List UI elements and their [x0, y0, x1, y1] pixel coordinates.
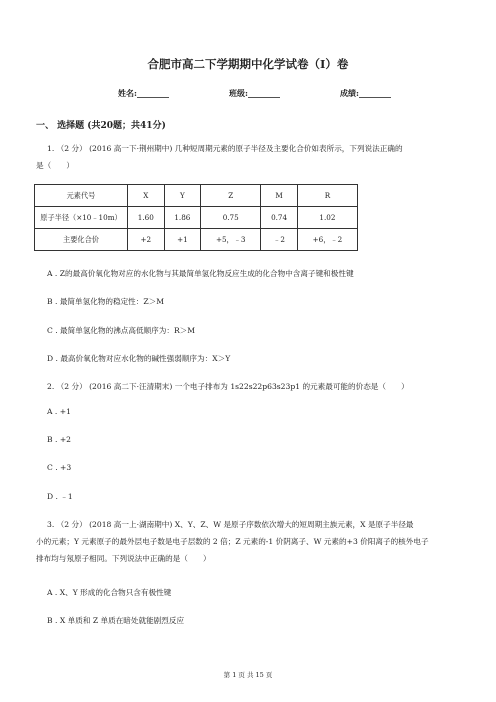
table-cell: 0.74	[261, 207, 298, 229]
question-3-option-a: A . X、Y 形成的化合物只含有极性键	[47, 588, 172, 597]
table-row	[35, 207, 358, 229]
table-cell: R	[297, 185, 357, 207]
table-cell: 元素代号	[35, 185, 128, 207]
table-cell: X	[128, 185, 165, 207]
question-1-option-d: D . 最高价氧化物对应水化物的碱性强弱顺序为：X＞Y	[47, 354, 231, 363]
table-cell: 主要化合价	[35, 229, 128, 251]
question-2-option-d: D . ﹣1	[47, 492, 73, 501]
page-title: 合肥市高二下学期期中化学试卷（I）卷	[147, 57, 349, 71]
question-1-text: 1. （2 分） (2016 高一下·荆州期中) 几种短周期元素的原子半径及主要化合价如表所示，下列说法正确的	[47, 144, 403, 153]
question-2-option-c: C . +3	[47, 463, 72, 472]
table-cell: 0.75	[201, 207, 261, 229]
score-field: 成绩:________	[340, 88, 391, 98]
question-3-text-cont: 小的元素；Y 元素原子的最外层电子数是电子层数的 2 倍；Z 元素的-1 价阴离子、W 元素的+3 价阳离子的核外电子	[36, 537, 429, 546]
table-row	[35, 185, 358, 207]
table-cell: 1.86	[164, 207, 201, 229]
question-1-text-cont: 是（ ）	[36, 161, 74, 170]
table-cell: +6，﹣2	[297, 229, 357, 251]
table-row	[35, 229, 358, 251]
question-3-option-b: B . X 单质和 Z 单质在暗处就能剧烈反应	[47, 616, 185, 625]
question-3-text-cont: 排布均与氖原子相同。下列说法中正确的是（ ）	[36, 554, 211, 563]
question-1-option-a: A . Z的最高价氧化物对应的水化物与其最简单氢化物反应生成的化合物中含离子键和极性键	[47, 269, 354, 278]
section-heading: 一、 选择题 (共20题；共41分)	[36, 121, 166, 131]
table-cell: ﹣2	[261, 229, 298, 251]
page-footer: 第 1 页 共 15 页	[223, 671, 273, 679]
table-cell: 1.02	[297, 207, 357, 229]
element-table	[34, 184, 358, 251]
question-2-text: 2. （2 分） (2016 高二下·汪清期末) 一个电子排布为 1s22s22p63s23p1 的元素最可能的价态是（ ）	[47, 382, 409, 391]
table-cell: M	[261, 185, 298, 207]
question-1-option-c: C . 最简单氢化物的沸点高低顺序为：R＞M	[47, 326, 196, 335]
question-1-option-b: B . 最简单氢化物的稳定性：Z＞M	[47, 297, 164, 306]
table-cell: +5，﹣3	[201, 229, 261, 251]
table-cell: 原子半径（×10﹣10m）	[35, 207, 128, 229]
question-2-option-a: A . +1	[47, 407, 71, 416]
class-field: 班级:________	[229, 88, 280, 98]
table-cell: +2	[128, 229, 165, 251]
table-cell: +1	[164, 229, 201, 251]
question-2-option-b: B . +2	[47, 435, 72, 444]
name-field: 姓名:________	[118, 88, 169, 98]
table-cell: 1.60	[128, 207, 165, 229]
table-cell: Z	[201, 185, 261, 207]
table-cell: Y	[164, 185, 201, 207]
question-3-text: 3. （2 分） (2018 高一上·湖南期中) X、Y、Z、W 是原子序数依次增大的短周期主族元素，X 是原子半径最	[47, 520, 414, 529]
